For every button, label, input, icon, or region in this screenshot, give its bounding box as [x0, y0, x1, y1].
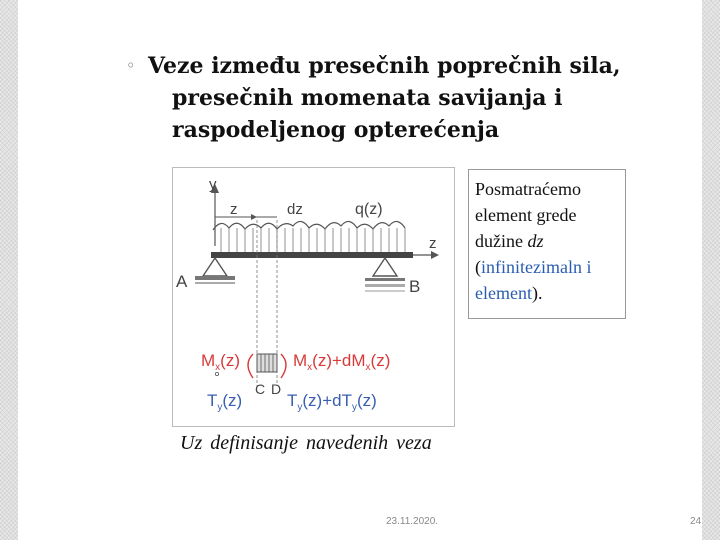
moment-left-label: $M_x(z)$: [201, 351, 240, 373]
dz-dimension-label: dz: [287, 201, 303, 218]
support-b-ground: [365, 278, 405, 281]
moment-right-label: $M_x(z)+dM_x(z)$: [293, 351, 391, 373]
note-term: infinitezimaln i element: [475, 257, 592, 303]
support-b-icon: [373, 258, 397, 276]
left-border-decoration: [0, 0, 18, 540]
page-number: 24: [690, 516, 702, 527]
note-text: Posmatraćemo element grede dužine: [475, 179, 581, 251]
shear-left-label: $T_y(z)$: [207, 391, 243, 413]
bullet-icon: ◦: [126, 56, 136, 75]
point-d-label: D: [271, 381, 282, 397]
note-box: Posmatraćemo element grede dužine dz (infinitezimaln i element).: [468, 169, 626, 319]
z-axis-label: z: [429, 235, 437, 252]
point-c-label: C: [255, 381, 266, 397]
z-dimension-arrow-icon: [251, 214, 257, 220]
right-border-decoration: [702, 0, 720, 540]
z-dimension-label: z: [230, 201, 238, 218]
load-arrows: [221, 228, 405, 252]
footer-date: 23.11.2020.: [386, 516, 439, 527]
y-axis-label: y: [209, 176, 217, 193]
slide-heading: [126, 50, 668, 146]
z-axis-arrow-icon: [431, 251, 439, 259]
beam: [211, 252, 413, 258]
support-a-icon: [203, 258, 227, 276]
infinitesimal-element: [257, 354, 277, 372]
moment-right-icon: [281, 354, 286, 378]
shear-right-label: $T_y(z)+dT_y(z)$: [287, 391, 377, 413]
support-a-label: A: [176, 272, 188, 291]
support-b-label: B: [409, 277, 421, 296]
load-label: q(z): [355, 201, 383, 218]
beam-diagram: [173, 168, 454, 426]
support-a-ground: [195, 276, 235, 280]
beam-figure: [172, 167, 455, 427]
moment-left-icon: [248, 354, 253, 378]
figure-caption: Uz definisanje navedenih veza: [180, 432, 432, 454]
heading-text: Veze između presečnih poprečnih sila, presečnih momenata savijanja i raspodeljenog opterećenja: [148, 53, 621, 143]
note-dz: dz: [527, 231, 544, 251]
